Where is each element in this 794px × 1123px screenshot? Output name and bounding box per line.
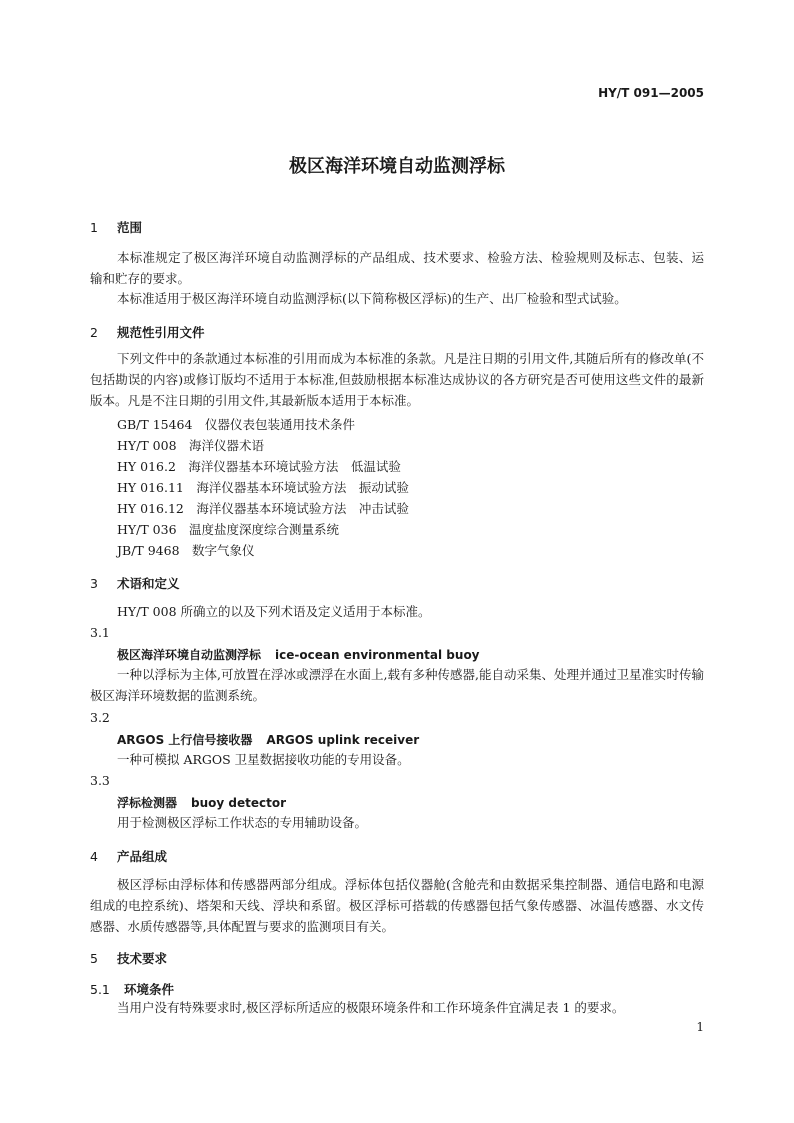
section-4-para-1: 极区浮标由浮标体和传感器两部分组成。浮标体包括仪器舱(含舱壳和由数据采集控制器、通信电路和电源组成的电控系统)、塔架和天线、浮块和系留。极区浮标可搭载的传感器包括气象传感器、冰温传感器、水文传感器、水质传感器等,具体配置与要求的监测项目有关。 <box>90 877 704 934</box>
section-1-para-1: 本标准规定了极区海洋环境自动监测浮标的产品组成、技术要求、检验方法、检验规则及标志、包装、运输和贮存的要求。 <box>90 250 704 286</box>
reference-item: HY 016.12 海洋仪器基本环境试验方法 冲击试验 <box>117 501 409 516</box>
section-4-heading: 4 产品组成 <box>90 849 168 864</box>
section-3-para-1: HY/T 008 所确立的以及下列术语及定义适用于本标准。 <box>117 604 431 619</box>
term-heading: 浮标检测器 buoy detector <box>117 796 287 810</box>
term-number: 3.3 <box>90 773 110 788</box>
section-2-para-1: 下列文件中的条款通过本标准的引用而成为本标准的条款。凡是注日期的引用文件,其随后所有的修改单(不包括勘误的内容)或修订版均不适用于本标准,但鼓励根据本标准达成协议的各方研究是否可使用这些文件的最新版本。凡是不注日期的引用文件,其最新版本适用于本标准。 <box>90 351 704 408</box>
document-title: 极区海洋环境自动监测浮标 <box>289 156 505 177</box>
term-definition: 用于检测极区浮标工作状态的专用辅助设备。 <box>117 815 368 830</box>
section-1-para-2: 本标准适用于极区海洋环境自动监测浮标(以下简称极区浮标)的生产、出厂检验和型式试验。 <box>117 291 627 306</box>
term-definition: 一种以浮标为主体,可放置在浮冰或漂浮在水面上,载有多种传感器,能自动采集、处理并通过卫星准实时传输极区海洋环境数据的监测系统。 <box>90 667 704 703</box>
term-definition: 一种可模拟 ARGOS 卫星数据接收功能的专用设备。 <box>117 752 410 767</box>
reference-item: HY/T 008 海洋仪器术语 <box>117 438 265 453</box>
section-5-heading: 5 技术要求 <box>90 951 168 966</box>
page-number: 1 <box>696 1020 704 1034</box>
standard-code: HY/T 091—2005 <box>598 86 704 100</box>
reference-item: HY 016.2 海洋仪器基本环境试验方法 低温试验 <box>117 459 401 474</box>
reference-item: HY/T 036 温度盐度深度综合测量系统 <box>117 522 340 537</box>
term-number: 3.2 <box>90 710 110 725</box>
section-1-heading: 1 范围 <box>90 220 143 235</box>
term-heading: ARGOS 上行信号接收器 ARGOS uplink receiver <box>117 733 420 747</box>
reference-item: JB/T 9468 数字气象仪 <box>117 543 255 558</box>
section-5-1-heading: 5.1 环境条件 <box>90 982 175 997</box>
term-number: 3.1 <box>90 625 110 640</box>
term-heading: 极区海洋环境自动监测浮标 ice-ocean environmental buoy <box>117 648 480 662</box>
reference-item: HY 016.11 海洋仪器基本环境试验方法 振动试验 <box>117 480 409 495</box>
section-2-heading: 2 规范性引用文件 <box>90 325 205 340</box>
section-3-heading: 3 术语和定义 <box>90 576 180 591</box>
section-5-1-para-1: 当用户没有特殊要求时,极区浮标所适应的极限环境条件和工作环境条件宜满足表 1 的要求。 <box>117 1000 625 1015</box>
reference-item: GB/T 15464 仪器仪表包装通用技术条件 <box>117 417 355 432</box>
